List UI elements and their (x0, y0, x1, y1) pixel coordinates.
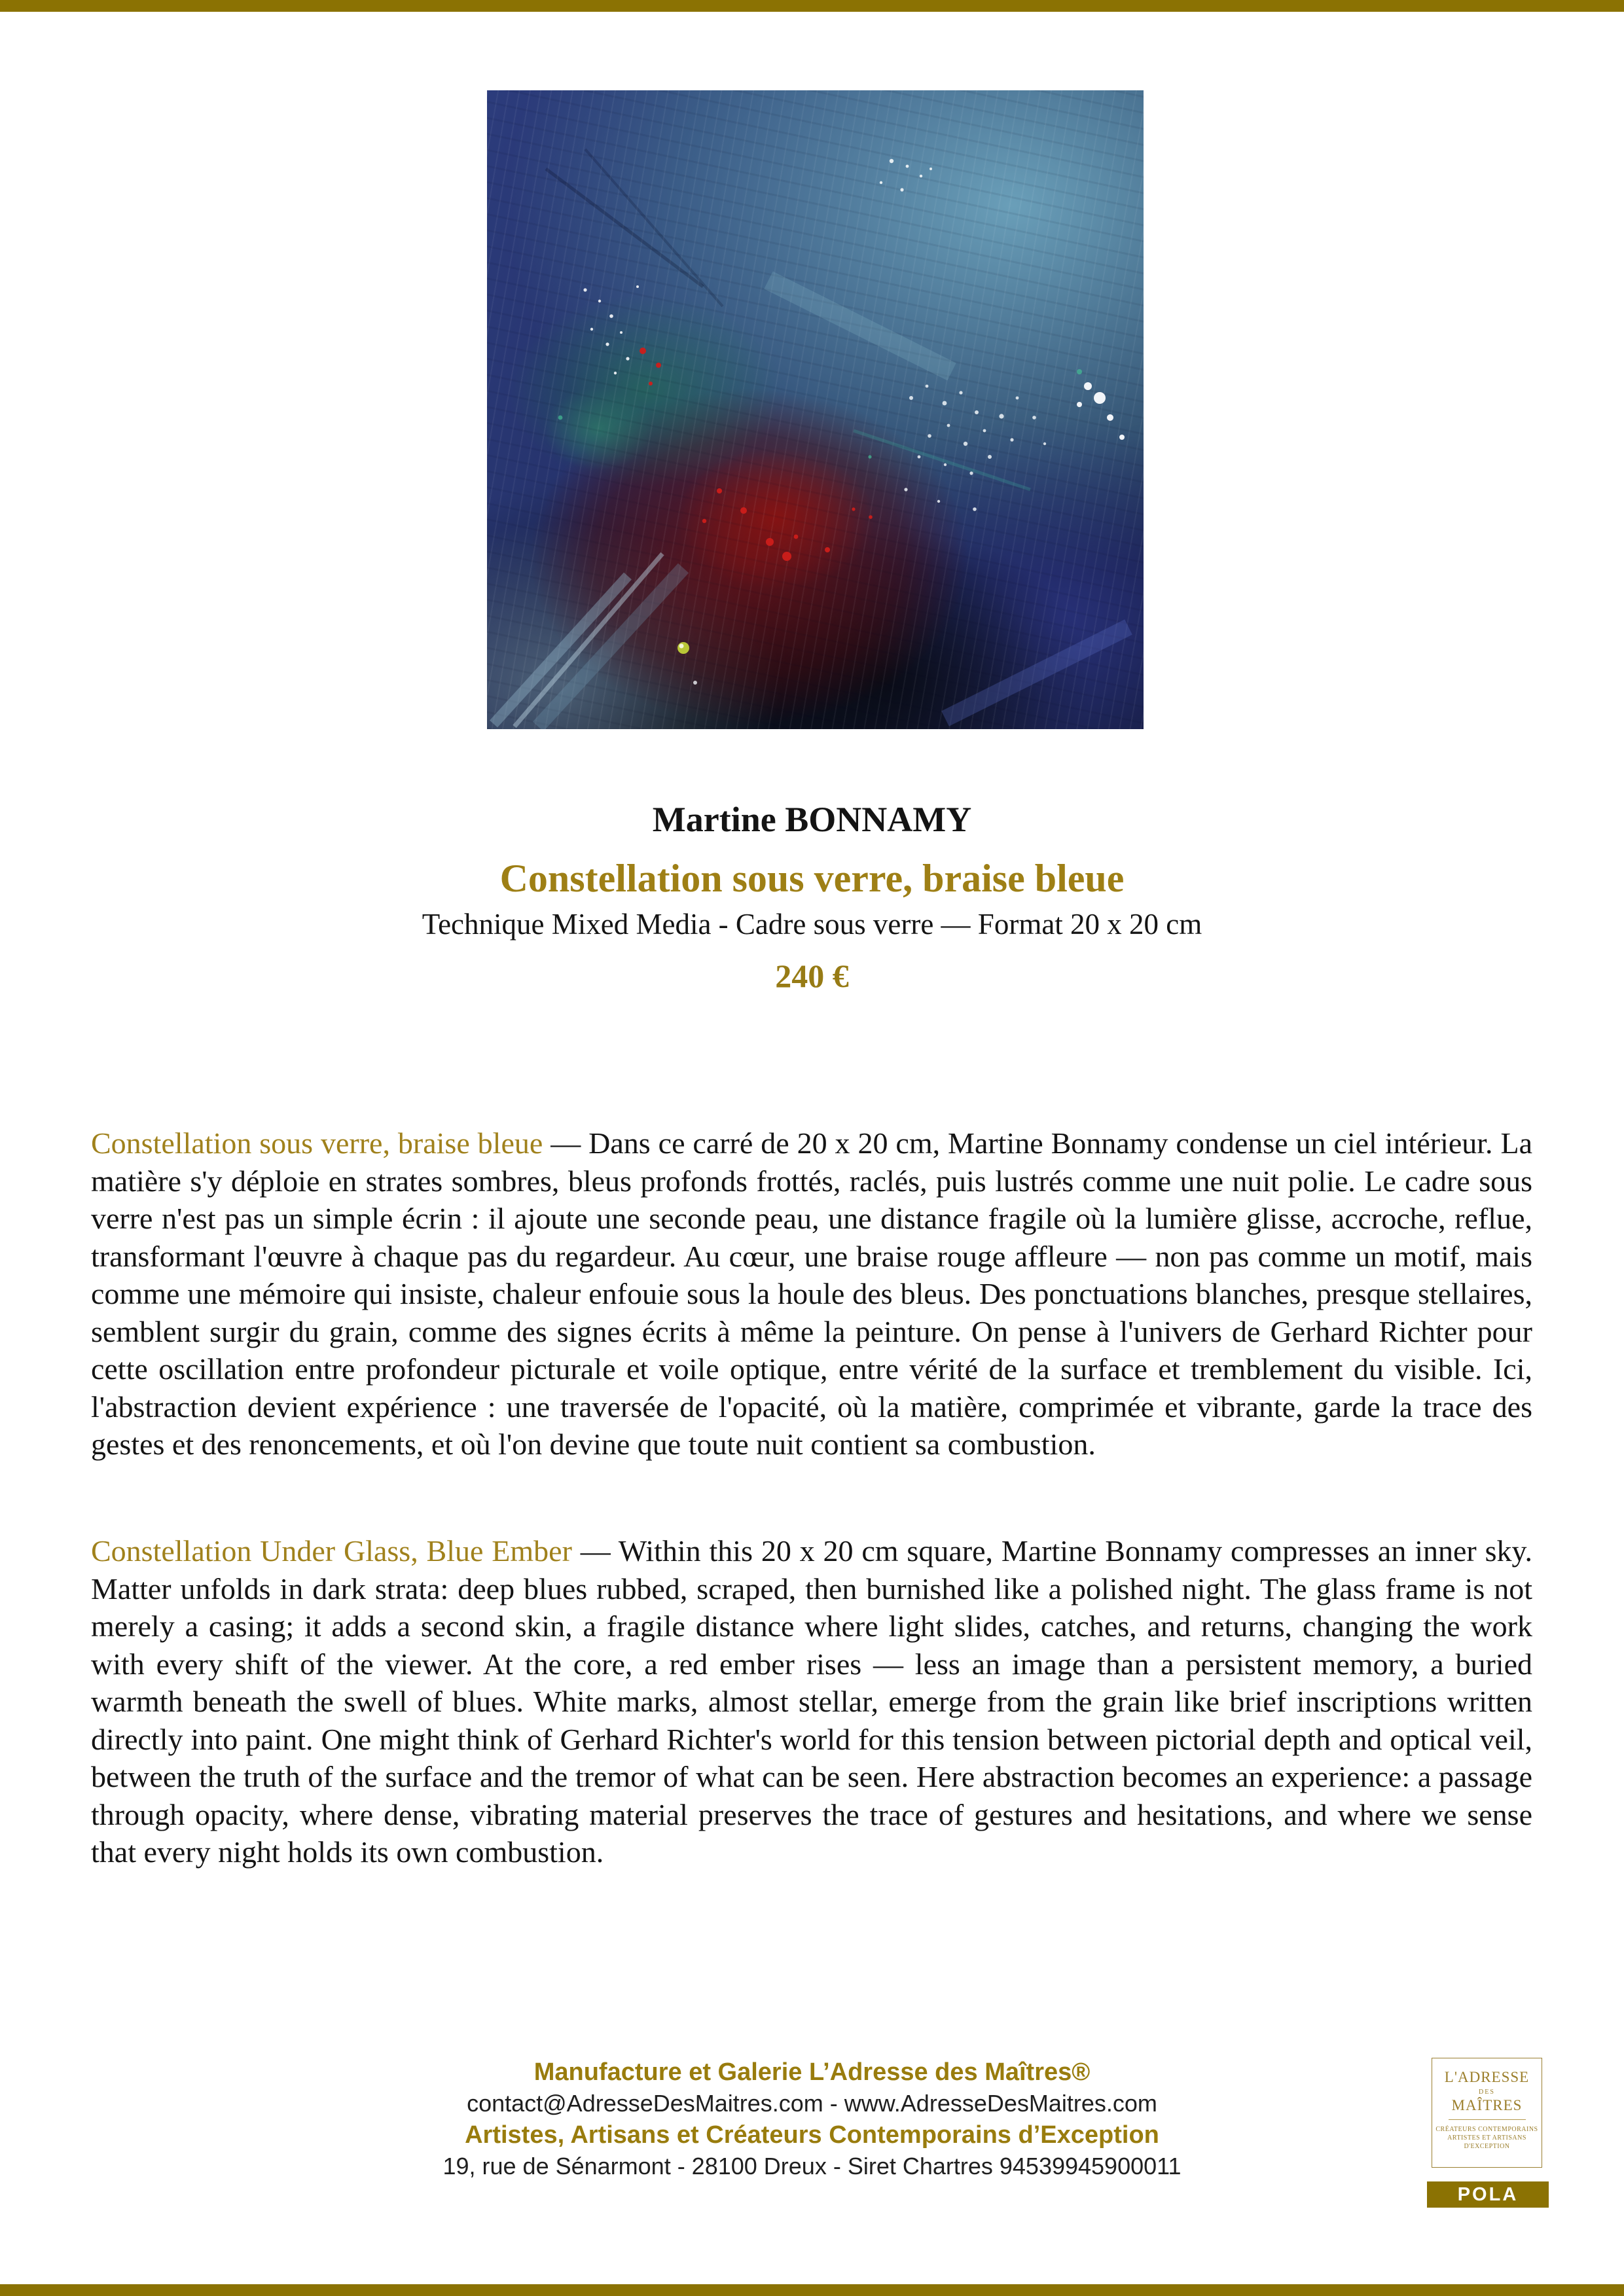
artist-name: Martine BONNAMY (652, 800, 972, 839)
footer-tagline: Artistes, Artisans et Créateurs Contemporains d’Exception (465, 2121, 1159, 2149)
pola-badge: POLA (1427, 2181, 1549, 2208)
french-body-text: — Dans ce carré de 20 x 20 cm, Martine Bonnamy condense un ciel intérieur. La matière s'y déploie en strates sombres, bleus profonds frottés, raclés, puis lustrés comme une nuit polie. Le cadre sous verre n'est pas un simple écrin : il ajoute une seconde peau, une distance fragile où la lumière glisse, accroche, reflue, transformant l'œuvre à chaque pas du regardeur. Au cœur, une braise rouge affleure — non pas comme un motif, mais comme une mémoire qui insiste, chaleur enfouie sous la houle des bleus. Des ponctuations blanches, presque stellaires, semblent surgir du grain, comme des signes écrits à même la peinture. On pense à l'univers de Gerhard Richter pour cette oscillation entre profondeur picturale et voile optique, entre vérité de la surface et tremblement du visible. Ici, l'abstraction devient expérience : une traversée de l'opacité, où la matière, comprimée et vibrante, garde la trace des gestes et des renoncements, et où l'on devine que toute nuit contient sa combustion. (91, 1126, 1532, 1461)
logo-line-maitres: MAÎTRES (1451, 2097, 1523, 2113)
logo-line-des: DES (1479, 2089, 1495, 2096)
english-lead-in: Constellation Under Glass, Blue Ember (91, 1534, 572, 1568)
artwork-image (487, 90, 1144, 729)
french-lead-in: Constellation sous verre, braise bleue (91, 1126, 543, 1160)
artwork-details: Technique Mixed Media - Cadre sous verre — Format 20 x 20 cm (422, 908, 1202, 941)
artwork-texture-overlay (487, 90, 1144, 729)
footer-contact-line: contact@AdresseDesMaitres.com - www.AdresseDesMaitres.com (467, 2090, 1157, 2117)
logo-line-ladresse: L'ADRESSE (1444, 2069, 1530, 2085)
logo-divider (1449, 2119, 1526, 2120)
artwork-title: Constellation sous verre, braise bleue (499, 857, 1125, 900)
description-paragraph-english (91, 1532, 1532, 1871)
logo-line-artistes: ARTISTES ET ARTISANS (1447, 2134, 1526, 2142)
logo-line-createurs: CRÉATEURS CONTEMPORAINS (1435, 2126, 1538, 2133)
footer (0, 2056, 1624, 2182)
footer-gallery-name: Manufacture et Galerie L’Adresse des Maîtres® (533, 2058, 1091, 2086)
footer-address-line: 19, rue de Sénarmont - 28100 Dreux - Siret Chartres 94539945900011 (442, 2153, 1182, 2179)
top-border-bar (0, 0, 1624, 12)
english-body-text: — Within this 20 x 20 cm square, Martine Bonnamy compresses an inner sky. Matter unfolds in dark strata: deep blues rubbed, scraped, then burnished like a polished night. The glass frame is not merely a casing; it adds a second skin, a fragile distance where light slides, catches, and returns, changing the work with every shift of the viewer. At the core, a red ember rises — less an image than a persistent memory, a buried warmth beneath the swell of blues. White marks, almost stellar, emerge from the grain like brief inscriptions written directly into paint. One might think of Gerhard Richter's world for this tension between pictorial depth and optical veil, between the truth of the surface and the tremor of what can be seen. Here abstraction becomes an experience: a passage through opacity, where dense, vibrating material preserves the trace of gestures and hesitations, and where we sense that every night holds its own combustion. (91, 1534, 1532, 1869)
artwork-price: 240 € (775, 958, 849, 994)
logo-line-exception: D'EXCEPTION (1464, 2143, 1510, 2150)
bottom-border-bar (0, 2284, 1624, 2296)
description-paragraph-french (91, 1124, 1532, 1463)
gallery-logo (1432, 2058, 1542, 2168)
